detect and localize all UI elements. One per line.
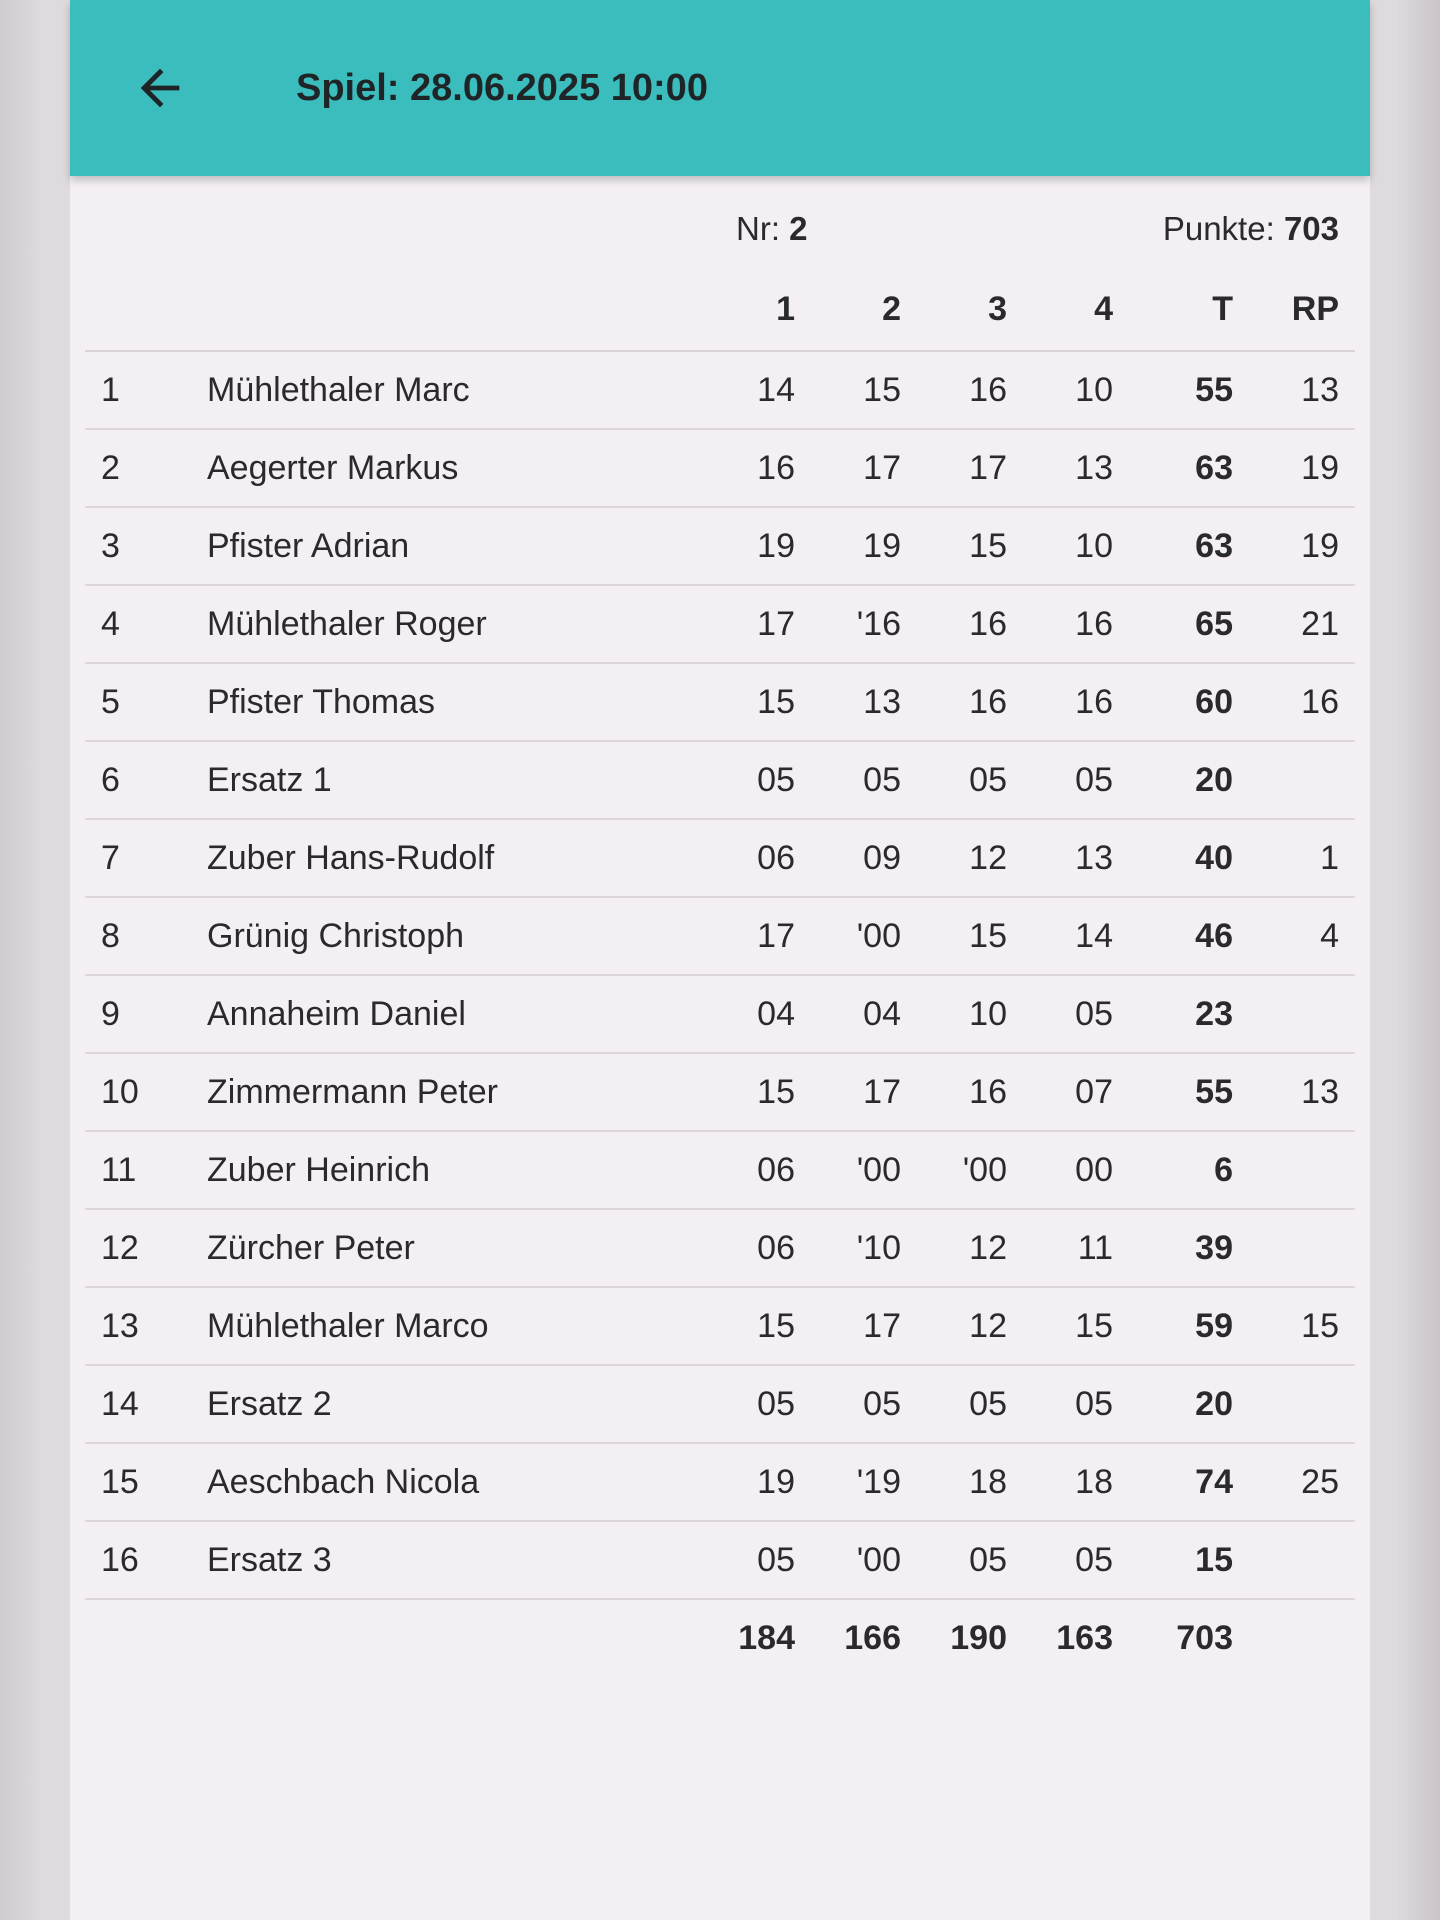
round-1-score: 15 (757, 1073, 795, 1111)
game-summary (85, 176, 1355, 284)
round-1-score: 05 (757, 1541, 795, 1579)
player-name: Zuber Heinrich (207, 1151, 430, 1189)
table-row[interactable] (85, 1054, 1355, 1132)
round-4-score: 05 (1075, 1541, 1113, 1579)
app-screen (70, 0, 1370, 1920)
round-3-score: 15 (969, 917, 1007, 955)
round-4-score: 14 (1075, 917, 1113, 955)
punkte-value: 703 (1283, 210, 1339, 247)
row-number: 7 (101, 839, 120, 877)
round-2-score: 17 (863, 1073, 901, 1111)
row-number: 15 (101, 1463, 139, 1501)
rp-score: 21 (1301, 605, 1339, 643)
round-2-score: 09 (863, 839, 901, 877)
round-4-score: 18 (1075, 1463, 1113, 1501)
header-round-4: 4 (1094, 290, 1113, 328)
table-row[interactable] (85, 1366, 1355, 1444)
round-3-score: 16 (969, 371, 1007, 409)
punkte-label: Punkte: (1162, 210, 1275, 247)
total-score: 63 (1195, 527, 1233, 565)
round-1-score: 05 (757, 761, 795, 799)
round-3-score: 16 (969, 683, 1007, 721)
round-4-score: 10 (1075, 527, 1113, 565)
round-4-score: 11 (1077, 1229, 1113, 1267)
table-header (85, 284, 1355, 352)
round-3-score: 05 (969, 1541, 1007, 1579)
rp-score: 16 (1301, 683, 1339, 721)
round-1-score: 17 (757, 917, 795, 955)
round-1-score: 19 (757, 527, 795, 565)
table-row[interactable] (85, 430, 1355, 508)
table-row[interactable] (85, 1288, 1355, 1366)
header-round-1: 1 (776, 290, 795, 328)
row-number: 13 (101, 1307, 139, 1345)
total-score: 40 (1195, 839, 1233, 877)
row-number: 4 (101, 605, 120, 643)
round-2-score: 19 (863, 527, 901, 565)
table-row[interactable] (85, 820, 1355, 898)
round-4-score: 00 (1075, 1151, 1113, 1189)
rp-score: 19 (1301, 527, 1339, 565)
total-score: 59 (1195, 1307, 1233, 1345)
round-2-score: '00 (856, 1151, 901, 1189)
row-number: 9 (101, 995, 120, 1033)
player-name: Grünig Christoph (207, 917, 465, 955)
round-3-score: 16 (969, 1073, 1007, 1111)
total-score: 46 (1195, 917, 1233, 955)
round-2-score: '16 (856, 605, 901, 643)
rp-score: 4 (1320, 917, 1339, 955)
nr-label: Nr: (736, 210, 780, 247)
total-points (1163, 209, 1339, 249)
row-number: 12 (101, 1229, 139, 1267)
player-name: Pfister Thomas (207, 683, 436, 721)
total-score: 39 (1195, 1229, 1233, 1267)
round-2-score: '19 (856, 1463, 901, 1501)
rp-score: 13 (1301, 1073, 1339, 1111)
total-score: 55 (1195, 371, 1233, 409)
row-number: 5 (101, 683, 120, 721)
round-4-score: 05 (1075, 761, 1113, 799)
rp-score: 15 (1301, 1307, 1339, 1345)
total-overall: 703 (1176, 1619, 1233, 1657)
total-score: 65 (1195, 605, 1233, 643)
rp-score: 25 (1301, 1463, 1339, 1501)
player-name: Mühlethaler Marc (207, 371, 470, 409)
player-name: Annaheim Daniel (207, 995, 466, 1033)
round-3-score: 05 (969, 1385, 1007, 1423)
round-1-score: 04 (757, 995, 795, 1033)
round-1-score: 19 (757, 1463, 795, 1501)
total-round-3: 190 (950, 1619, 1007, 1657)
round-2-score: 04 (863, 995, 901, 1033)
round-3-score: 18 (969, 1463, 1007, 1501)
row-number: 2 (101, 449, 120, 487)
table-row[interactable] (85, 1444, 1355, 1522)
round-3-score: 12 (969, 839, 1007, 877)
row-number: 16 (101, 1541, 139, 1579)
page-title: Spiel: 28.06.2025 10:00 (296, 67, 708, 109)
round-1-score: 06 (757, 1229, 795, 1267)
table-row[interactable] (85, 586, 1355, 664)
table-row[interactable] (85, 1210, 1355, 1288)
round-4-score: 16 (1075, 605, 1113, 643)
total-round-1: 184 (738, 1619, 795, 1657)
rp-score: 19 (1301, 449, 1339, 487)
player-name: Aegerter Markus (207, 449, 459, 487)
table-row[interactable] (85, 508, 1355, 586)
round-4-score: 16 (1075, 683, 1113, 721)
round-2-score: 05 (863, 761, 901, 799)
row-number: 3 (101, 527, 120, 565)
round-3-score: 12 (969, 1307, 1007, 1345)
round-1-score: 16 (757, 449, 795, 487)
player-name: Aeschbach Nicola (207, 1463, 480, 1501)
table-row[interactable] (85, 742, 1355, 820)
total-round-2: 166 (844, 1619, 901, 1657)
round-2-score: '00 (856, 917, 901, 955)
round-1-score: 15 (757, 1307, 795, 1345)
round-4-score: 05 (1075, 1385, 1113, 1423)
round-4-score: 13 (1075, 449, 1113, 487)
score-content (85, 176, 1355, 1676)
player-name: Ersatz 1 (207, 761, 332, 799)
total-score: 20 (1195, 761, 1233, 799)
total-score: 55 (1195, 1073, 1233, 1111)
table-row[interactable] (85, 664, 1355, 742)
round-3-score: 15 (969, 527, 1007, 565)
round-4-score: 05 (1075, 995, 1113, 1033)
round-1-score: 15 (757, 683, 795, 721)
total-score: 23 (1195, 995, 1233, 1033)
nr-value: 2 (789, 210, 808, 247)
rp-score: 13 (1301, 371, 1339, 409)
round-2-score: 05 (863, 1385, 901, 1423)
header-rp: RP (1291, 290, 1339, 328)
row-number: 8 (101, 917, 120, 955)
round-2-score: 17 (863, 1307, 901, 1345)
table-row[interactable] (85, 898, 1355, 976)
header-total: T (1212, 290, 1233, 328)
player-name: Ersatz 3 (207, 1541, 332, 1579)
header-round-3: 3 (988, 290, 1007, 328)
round-2-score: '10 (856, 1229, 901, 1267)
round-4-score: 10 (1075, 371, 1113, 409)
total-score: 63 (1195, 449, 1233, 487)
player-name: Zürcher Peter (207, 1229, 415, 1267)
total-score: 20 (1195, 1385, 1233, 1423)
player-name: Mühlethaler Marco (207, 1307, 489, 1345)
rp-score: 1 (1320, 839, 1339, 877)
header-round-2: 2 (882, 290, 901, 328)
table-row[interactable] (85, 352, 1355, 430)
round-2-score: 15 (863, 371, 901, 409)
game-number (736, 209, 808, 249)
round-1-score: 06 (757, 839, 795, 877)
row-number: 6 (101, 761, 120, 799)
total-score: 6 (1214, 1151, 1233, 1189)
round-3-score: 05 (969, 761, 1007, 799)
row-number: 1 (101, 371, 120, 409)
round-1-score: 05 (757, 1385, 795, 1423)
player-name: Mühlethaler Roger (207, 605, 487, 643)
total-score: 15 (1195, 1541, 1233, 1579)
total-score: 60 (1195, 683, 1233, 721)
row-number: 10 (101, 1073, 139, 1111)
round-1-score: 06 (757, 1151, 795, 1189)
table-row[interactable] (85, 1132, 1355, 1210)
table-row[interactable] (85, 1522, 1355, 1600)
total-round-4: 163 (1056, 1619, 1113, 1657)
player-name: Zuber Hans-Rudolf (207, 839, 495, 877)
round-4-score: 07 (1075, 1073, 1113, 1111)
round-2-score: '00 (856, 1541, 901, 1579)
total-score: 74 (1195, 1463, 1233, 1501)
round-2-score: 17 (863, 449, 901, 487)
round-4-score: 13 (1075, 839, 1113, 877)
table-row[interactable] (85, 976, 1355, 1054)
row-number: 11 (101, 1151, 137, 1189)
player-rows (85, 352, 1355, 1600)
round-1-score: 14 (757, 371, 795, 409)
app-bar (70, 0, 1370, 176)
round-3-score: 16 (969, 605, 1007, 643)
round-3-score: 12 (969, 1229, 1007, 1267)
round-3-score: 17 (969, 449, 1007, 487)
player-name: Zimmermann Peter (207, 1073, 498, 1111)
round-3-score: '00 (962, 1151, 1007, 1189)
back-button[interactable] (120, 48, 200, 128)
row-number: 14 (101, 1385, 139, 1423)
player-name: Pfister Adrian (207, 527, 410, 565)
round-3-score: 10 (969, 995, 1007, 1033)
totals-row (85, 1600, 1355, 1676)
round-4-score: 15 (1075, 1307, 1113, 1345)
arrow-left-icon (131, 59, 189, 117)
player-name: Ersatz 2 (207, 1385, 332, 1423)
round-1-score: 17 (757, 605, 795, 643)
round-2-score: 13 (863, 683, 901, 721)
